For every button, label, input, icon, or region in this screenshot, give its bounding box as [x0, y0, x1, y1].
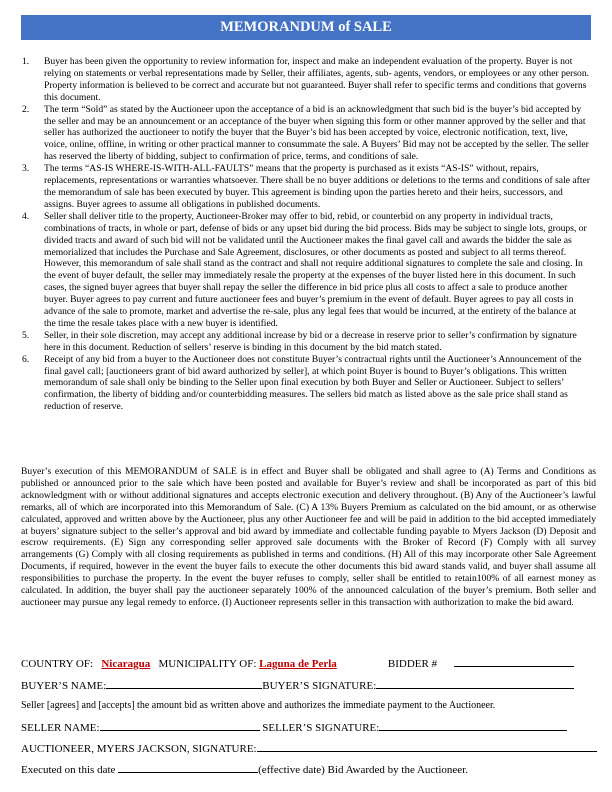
buyers-name-field[interactable]: [106, 679, 262, 689]
terms-list: [0, 56, 590, 413]
seller-name-label: SELLER NAME:: [21, 722, 100, 734]
term-item: 6. Receipt of any bid from a buyer to the Auctioneer does not constitute Buyer’s contractual rights until the Auctioneer’s Announcement of the final gavel call; [auctioneers grant of bid award authorized by seller], at which point Buyer is bound to Buyer’s obligations. This written memorandum of sale shall only be binding to the Seller upon final execution by both Buyer and Seller or Auctioneer. Subject to sellers’ confirmation, the liberty of bidding and/or counterbidding measures. The sellers bid match as listed above as the sale price shall stand as reduction of reserve.: [22, 353, 582, 413]
buyer-row: [21, 679, 574, 692]
term-item: 3. The terms “AS-IS WHERE-IS-WITH-ALL-FAULTS” means that the property is purchased as it exists “AS-IS” without, repairs, replacements, representations or warranties whatsoever. There shall be no buyer additions or deletions to the terms and conditions of sale after the memorandum of sale has been executed by buyer. This agreement is binding upon the parties hereto and their heirs, successors, and assigns. Buyer agrees to assume all obligations in published documents.: [22, 163, 590, 210]
term-text: Seller shall deliver title to the property, Auctioneer-Broker may offer to bid, rebid, or counterbid on any property in individual tracts, combinations of tracts, in whole or part, defense of bids or any upset bid during the bid process. Bids may be subject to single lots, groups, or divided tracts and award of such bid will not be validated until the Auctioneer makes the final gavel call and awards the bidder the sale as memorialized that includes the Purchase and Sale Agreement, disclosures, or other documents as posted and subject to all terms thereof. However, this memorandum of sale shall stand as the contract and shall not require additional signatures to complete the sale and closing. In the event of buyer default, the seller may immediately resale the property at the expenses of the buyer listed here in this document. In such cases, the signed buyer agrees that buyer shall repay the seller the difference in bid price plus all costs to affect a sale to produce another buyer. Buyer agrees to pay current and future auctioneer fees and buyer’s premium in the event of default. Buyer agrees to pay all costs in advance of the sale to promote, market and advertise the re-sale, plus any legal fees that would be incurred, at the entirety of the balance at the time the resale takes place with a new buyer is identified.: [44, 210, 587, 329]
seller-signature-label: SELLER’S SIGNATURE:: [262, 722, 380, 734]
location-row: [21, 657, 574, 670]
document-title: MEMORANDUM of SALE: [21, 15, 591, 40]
term-text: The terms “AS-IS WHERE-IS-WITH-ALL-FAULTS” means that the property is purchased as it exists “AS-IS” without, repairs, replacements, representations or warranties whatsoever. There shall be no buyer additions or deletions to the terms and conditions of sale after the memorandum of sale has been executed by buyer. This agreement is binding upon the parties hereto and their heirs, successors, and assigns. Buyer agrees to assume all obligations in published documents.: [44, 163, 590, 210]
term-text: Receipt of any bid from a buyer to the Auctioneer does not constitute Buyer’s contractual rights until the Auctioneer’s Announcement of the final gavel call; [auctioneers grant of bid award authorized by seller], at which point Buyer is bound to Buyer’s obligations. This written memorandum of sale shall only be binding to the Seller upon final execution by both Buyer and Seller or Auctioneer. Subject to sellers’ confirmation, the liberty of bidding and/or counterbidding measures. The sellers bid match as listed above as the sale price shall stand as reduction of reserve.: [44, 353, 582, 413]
country-label: COUNTRY OF:: [21, 658, 94, 670]
auctioneer-signature-label: AUCTIONEER, MYERS JACKSON, SIGNATURE:: [21, 743, 257, 755]
executed-date-field[interactable]: [118, 763, 258, 773]
term-item: 5. Seller, in their sole discretion, may accept any additional increase by bid or a decrease in reserve prior to seller’s confirmation by signature here in this document. Reduction of sellers’ reserve is binding in this document by the bid match stated.: [22, 329, 577, 353]
buyer-execution-paragraph: Buyer’s execution of this MEMORANDUM of SALE is in effect and Buyer shall be obligated and shall agree to (A) Terms and Conditions as published or announced prior to the sale which have been posted and available for Buyer’s review and shall be incorporated as part of this bid acknowledgment with or without additional signatures and accepts electronic execution and delivery throughout. (B) Any of the Auctioneer’s lawful remarks, all of which are incorporated into this Memorandum of Sale. (C) A 13% Buyers Premium as calculated on the bid amount, or as otherwise calculated, approved and written above by the Auctioneer, plus any other Auctioneer fee and will be paid in addition to the bid accepted immediately at buyers’ signature subject to the seller’s approval and bid award by immediate and collectable funding payable to Myers Jackson (D) Deposit and escrow requirements. (E) Sign any corresponding seller approved sale documents with the Broker of Record (F) Comply with all survey arrangements (G) Comply with all closing requirements as published in terms and conditions. (H) All of this may incorporate other Sale Agreement Documents, if required, however in the event the buyer fails to execute the other documents this bid award stands valid, and buyer shall assume all responsibilities to purchase the property. In the event the buyer refuses to comply, seller shall be entitled to retain100% of all earnest money as calculated. In addition, the buyer shall pay the auctioneer separately 100% of the announced calculation of the buyer’s premium. Both seller and auctioneer may pursue any legal remedy to enforce. (I) Auctioneer represents seller in this transaction with authorization to make the bid award.: [21, 466, 596, 608]
bidder-label: BIDDER #: [387, 658, 438, 670]
buyers-name-label: BUYER’S NAME:: [21, 680, 107, 692]
executed-suffix: (effective date) Bid Awarded by the Auctioneer.: [258, 764, 468, 776]
country-field[interactable]: Nicaragua: [101, 658, 151, 670]
auctioneer-row: [21, 742, 597, 755]
seller-row: [21, 721, 567, 734]
term-text: Seller, in their sole discretion, may accept any additional increase by bid or a decrease in reserve prior to seller’s confirmation by signature here in this document. Reduction of sellers’ reserve is binding in this document by the bid match stated.: [44, 329, 577, 353]
term-item: 4. Seller shall deliver title to the property, Auctioneer-Broker may offer to bid, rebid, or counterbid on any property in individual tracts, combinations of tracts, in whole or part, defense of bids or any upset bid during the bid process. Bids may be subject to single lots, groups, or divided tracts and award of such bid will not be validated until the Auctioneer makes the final gavel call and awards the bidder the sale as memorialized that includes the Purchase and Sale Agreement, disclosures, or other documents as posted and subject to all terms thereof. However, this memorandum of sale shall stand as the contract and shall not require additional signatures to complete the sale and closing. In the event of buyer default, the seller may immediately resale the property at the expenses of the buyer listed here in this document. In such cases, the signed buyer agrees that buyer shall repay the seller the difference in bid price plus all costs to affect a sale to produce another buyer. Buyer agrees to pay current and future auctioneer fees and buyer’s premium in the event of default. Buyer agrees to pay all costs in advance of the sale to promote, market and advertise the re-sale, plus any legal fees that would be incurred, at the entirety of the balance at the time the resale takes place with a new buyer is identified.: [22, 210, 587, 329]
term-text: The term “Sold” as stated by the Auctioneer upon the acceptance of a bid is an acknowledgment that such bid is the buyer’s bid accepted by the seller and may be an announcement or an acceptance of the buyer when signing this form or other manner approved by the seller and that seller has authorized the auctioneer to notify the buyer that the Buyer’s bid has been accepted by voice, electronic notification, text, live, voice, online, offline, in writing or other practical manner to consummate the sale. A Buyers’ Bid may not be accepted by the seller. The seller has reserved the liberty of bidding, subject to confirmation of price, terms, and conditions of sale.: [44, 103, 589, 163]
buyers-signature-label: BUYER’S SIGNATURE:: [262, 680, 377, 692]
term-item: 1. Buyer has been given the opportunity to review information for, inspect and make an independent evaluation of the property. Buyer is not relying on statements or verbal representations made by Seller, their affiliates, agents, sub- agents, vendors, or employees or any other person. Property information is believed to be correct and accurate but not guaranteed. Buyer shall refer to specific terms and conditions that governs this document.: [22, 56, 590, 103]
municipality-field[interactable]: Laguna de Perla: [259, 658, 337, 670]
seller-acknowledgement: Seller [agrees] and [accepts] the amount bid as written above and authorizes the immediate payment to the Auctioneer.: [21, 700, 496, 711]
seller-name-field[interactable]: [100, 721, 260, 731]
term-item: 2. The term “Sold” as stated by the Auctioneer upon the acceptance of a bid is an acknowledgment that such bid is the buyer’s bid accepted by the seller and may be an announcement or an acceptance of the buyer when signing this form or other manner approved by the seller and that seller has authorized the auctioneer to notify the buyer that the Buyer’s bid has been accepted by voice, electronic notification, text, live, voice, online, offline, in writing or other practical manner to consummate the sale. A Buyers’ Bid may not be accepted by the seller. The seller has reserved the liberty of bidding, subject to confirmation of price, terms, and conditions of sale.: [22, 103, 589, 163]
seller-signature-field[interactable]: [379, 721, 567, 731]
auctioneer-signature-field[interactable]: [257, 742, 597, 752]
executed-prefix: Executed on this date: [21, 764, 116, 776]
buyers-signature-field[interactable]: [376, 679, 574, 689]
municipality-label: MUNICIPALITY OF:: [158, 658, 257, 670]
bidder-field[interactable]: [454, 657, 574, 667]
executed-row: [21, 763, 468, 776]
term-text: Buyer has been given the opportunity to review information for, inspect and make an independent evaluation of the property. Buyer is not relying on statements or verbal representations made by Seller, their affiliates, agents, sub- agents, vendors, or employees or any other person. Property information is believed to be correct and accurate but not guaranteed. Buyer shall refer to specific terms and conditions that governs this document.: [44, 56, 590, 103]
